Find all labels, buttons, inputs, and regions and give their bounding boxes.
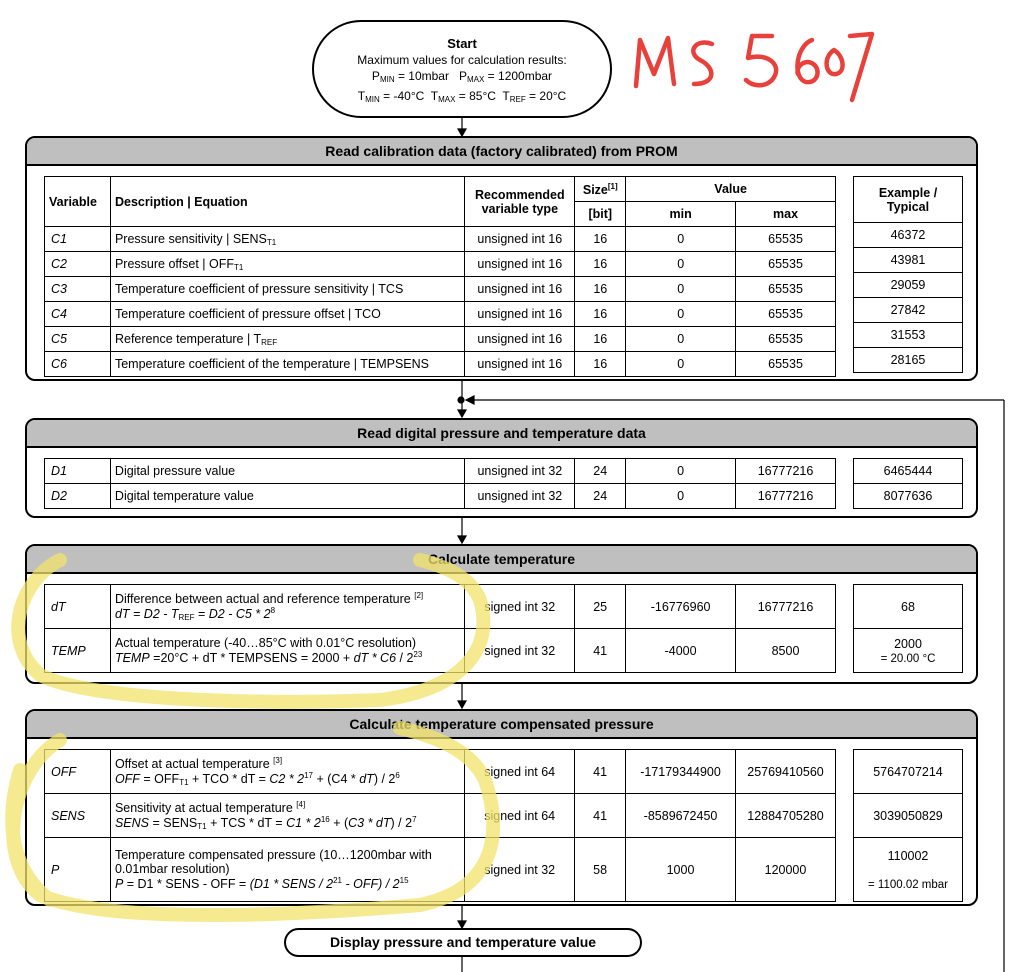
cell-max: 65535	[736, 352, 836, 377]
cell-example: 6465444	[854, 459, 963, 484]
cell-min: -4000	[626, 629, 736, 673]
cell-var: TEMP	[45, 629, 111, 673]
cell-max: 65535	[736, 302, 836, 327]
cell-example: 3039050829	[854, 794, 963, 838]
col-header-type: Recommended variable type	[465, 177, 575, 227]
cell-min: 0	[626, 252, 736, 277]
cell-type: signed int 64	[465, 794, 575, 838]
cell-min: 0	[626, 459, 736, 484]
cell-type: signed int 32	[465, 585, 575, 629]
cell-max: 120000	[735, 838, 835, 902]
cell-example: 46372	[854, 223, 963, 248]
cell-desc: Digital temperature value	[110, 484, 464, 509]
cell-min: 0	[626, 277, 736, 302]
cell-max: 65535	[736, 227, 836, 252]
cell-type: unsigned int 16	[465, 227, 575, 252]
cell-desc: Actual temperature (-40…85°C with 0.01°C resolution) TEMP =20°C + dT * TEMPSENS = 2000 + dT * $C6 / 2^{23}$	[110, 629, 464, 673]
cell-desc: Difference between actual and reference temperature [2] dT = $D2 - T_{REF} = D2 - C5 * 2^8$	[110, 585, 464, 629]
cell-max: 16777216	[736, 484, 836, 509]
start-pressure-limits: $P_{MIN}$ = 10mbar $P_{MAX}$ = 1200mbar	[371, 69, 553, 84]
cell-desc: Pressure offset | $OFF_{T1}$	[110, 252, 464, 277]
col-header-variable: Variable	[45, 177, 111, 227]
cell-example: 43981	[854, 248, 963, 273]
cell-var: C6	[45, 352, 111, 377]
col-header-value: Value	[626, 177, 836, 202]
section-temperature-title: Calculate temperature	[27, 546, 976, 574]
cell-var: OFF	[45, 750, 111, 794]
cell-min: 0	[626, 484, 736, 509]
end-node: Display pressure and temperature value	[284, 928, 642, 957]
highlight-stroke-temperature	[18, 560, 483, 702]
cell-min: 0	[626, 327, 736, 352]
cell-type: unsigned int 32	[465, 484, 575, 509]
section-digital-title: Read digital pressure and temperature data	[27, 420, 976, 448]
cell-example: 8077636	[854, 484, 963, 509]
col-header-size: Size[1]	[575, 177, 626, 202]
col-header-description: Description | Equation	[110, 177, 464, 227]
cell-var: C2	[45, 252, 111, 277]
cell-size: 16	[575, 302, 626, 327]
cell-example: 110002 = 1100.02 mbar	[854, 838, 963, 902]
cell-size: 16	[575, 227, 626, 252]
cell-min: 0	[626, 302, 736, 327]
cell-type: unsigned int 16	[465, 252, 575, 277]
cell-example: 27842	[854, 298, 963, 323]
cell-var: C1	[45, 227, 111, 252]
cell-min: -17179344900	[626, 750, 736, 794]
cell-size: 16	[575, 277, 626, 302]
cell-size: 41	[575, 794, 626, 838]
cell-size: 41	[575, 750, 626, 794]
handwriting-text: MS 5607	[0, 0, 5, 1]
col-header-example: Example / Typical	[854, 177, 963, 223]
cell-desc: Temperature coefficient of pressure sensitivity | TCS	[110, 277, 464, 302]
cell-type: unsigned int 16	[465, 327, 575, 352]
section-prom-title: Read calibration data (factory calibrated) from PROM	[27, 138, 976, 166]
cell-min: 1000	[626, 838, 736, 902]
cell-desc: Pressure sensitivity | $SENS_{T1}$	[110, 227, 464, 252]
cell-size: 16	[575, 352, 626, 377]
col-header-max: max	[736, 202, 836, 227]
cell-size: 58	[575, 838, 626, 902]
cell-example: 28165	[854, 348, 963, 373]
handwritten-ms5607	[636, 34, 872, 100]
cell-example: 31553	[854, 323, 963, 348]
cell-example: 5764707214	[854, 750, 963, 794]
cell-type: unsigned int 32	[465, 459, 575, 484]
start-line1: Maximum values for calculation results:	[357, 53, 567, 67]
cell-max: 25769410560	[735, 750, 835, 794]
cell-desc: Temperature coefficient of the temperature | TEMPSENS	[110, 352, 464, 377]
cell-max: 65535	[736, 277, 836, 302]
cell-max: 16777216	[736, 459, 836, 484]
col-header-bit: [bit]	[575, 202, 626, 227]
cell-var: C4	[45, 302, 111, 327]
start-title: Start	[447, 36, 477, 51]
cell-size: 41	[575, 629, 626, 673]
cell-max: 8500	[736, 629, 836, 673]
cell-min: -16776960	[626, 585, 736, 629]
cell-desc: Temperature coefficient of pressure offset | TCO	[110, 302, 464, 327]
cell-type: signed int 32	[465, 838, 575, 902]
cell-min: 0	[626, 227, 736, 252]
cell-example: 68	[854, 585, 963, 629]
cell-size: 24	[575, 484, 626, 509]
cell-var: D1	[45, 459, 111, 484]
col-header-min: min	[626, 202, 736, 227]
start-temp-limits: $T_{MIN} = -40^\circ C$ $T_{MAX} = 85^\circ C$ $T_{REF} = 20^\circ C$	[357, 89, 567, 104]
cell-example: 2000 = 20.00 °C	[854, 629, 963, 673]
cell-min: 0	[626, 352, 736, 377]
cell-desc: Temperature compensated pressure (10…1200mbar with 0.01mbar resolution) P = D1 * SENS - OFF = (D1 * SENS / $2^{21} - OFF) / 2^{15}$	[110, 838, 464, 902]
cell-size: 24	[575, 459, 626, 484]
cell-size: 16	[575, 327, 626, 352]
cell-size: 16	[575, 252, 626, 277]
cell-desc: Reference temperature | $T_{REF}$	[110, 327, 464, 352]
section-pressure-title: Calculate temperature compensated pressure	[27, 711, 976, 739]
cell-max: 12884705280	[735, 794, 835, 838]
cell-desc: Digital pressure value	[110, 459, 464, 484]
cell-max: 16777216	[736, 585, 836, 629]
cell-var: dT	[45, 585, 111, 629]
cell-example: 29059	[854, 273, 963, 298]
cell-max: 65535	[736, 252, 836, 277]
cell-size: 25	[575, 585, 626, 629]
cell-var: D2	[45, 484, 111, 509]
cell-type: unsigned int 16	[465, 302, 575, 327]
cell-desc: Sensitivity at actual temperature [4] SENS = $SENS_{T1}$ + TCS * dT = $C1 * 2^{16} + (C3 * dT) / 2^7$	[110, 794, 464, 838]
cell-var: SENS	[45, 794, 111, 838]
cell-min: -8589672450	[626, 794, 736, 838]
cell-desc: Offset at actual temperature [3] OFF = $OFF_{T1}$ + TCO * dT = $C2 * 2^{17} + (C4 * dT) / 2^6$	[110, 750, 464, 794]
cell-max: 65535	[736, 327, 836, 352]
cell-type: signed int 32	[465, 629, 575, 673]
cell-var: C3	[45, 277, 111, 302]
cell-var: C5	[45, 327, 111, 352]
cell-type: unsigned int 16	[465, 277, 575, 302]
cell-var: P	[45, 838, 111, 902]
cell-type: signed int 64	[465, 750, 575, 794]
highlight-stroke-pressure	[13, 728, 493, 915]
cell-type: unsigned int 16	[465, 352, 575, 377]
